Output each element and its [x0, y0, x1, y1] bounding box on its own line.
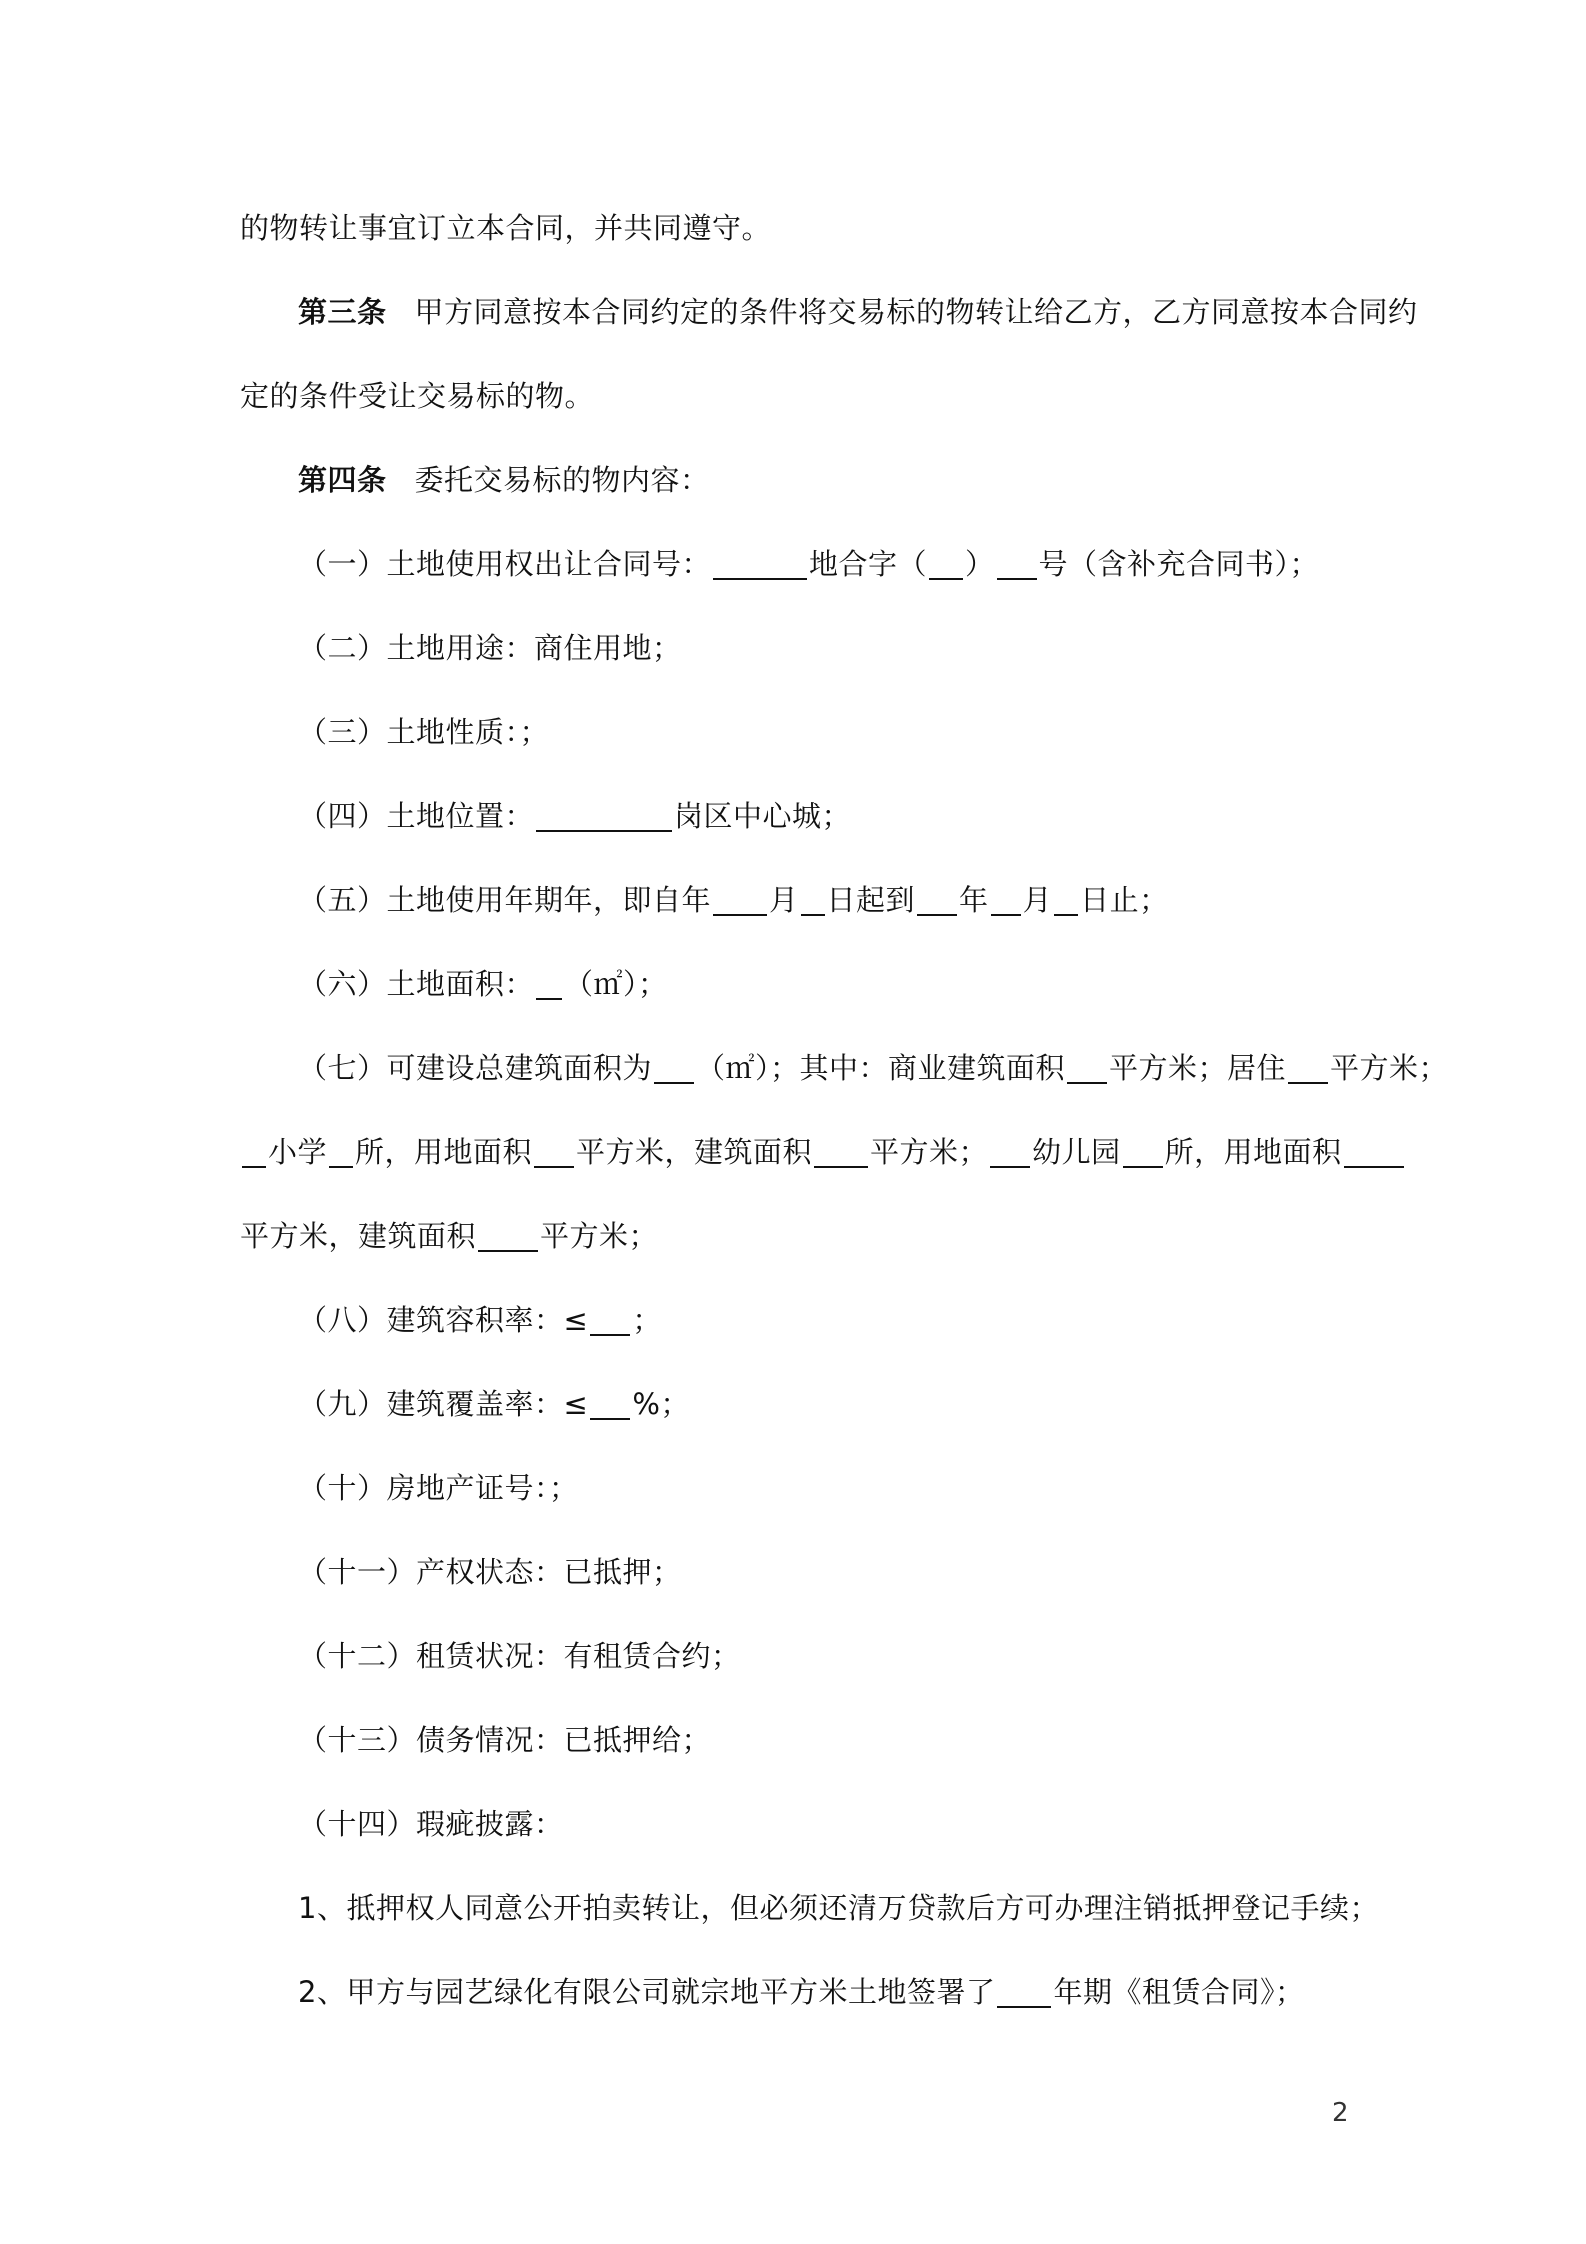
sub-item-2-text: 年期《租赁合同》；	[1053, 1975, 1305, 2009]
item-7-text: 平方米，建筑面积	[576, 1135, 813, 1169]
item-8-text: ；	[632, 1303, 662, 1337]
item-6	[298, 964, 668, 1004]
item-1-text: ）	[965, 547, 995, 581]
article-3-continued	[240, 376, 594, 416]
item-14-text: （十四）瑕疵披露：	[298, 1807, 564, 1841]
item-7-continued-2	[240, 1216, 658, 1256]
item-1-label: （一）土地使用权出让合同号：	[298, 547, 712, 581]
item-7-text: 所，用地面积	[1164, 1135, 1342, 1169]
page-number: 2	[1332, 2098, 1349, 2128]
article-3-title: 第三条	[298, 295, 387, 329]
blank-field	[1067, 1052, 1107, 1084]
item-5-text: 日起到	[826, 883, 916, 917]
blank-field	[997, 548, 1037, 580]
item-13	[298, 1720, 711, 1760]
item-1-text: 地合字（	[809, 547, 928, 581]
item-12-text: （十二）租赁状况：有租赁合约；	[298, 1639, 741, 1673]
item-2	[298, 628, 682, 668]
item-9-text: %；	[632, 1387, 690, 1421]
item-2-text: （二）土地用途：商住用地；	[298, 631, 682, 665]
item-7-text: 平方米；	[1330, 1051, 1449, 1085]
sub-item-1-text: 1、抵押权人同意公开拍卖转让，但必须还清万贷款后方可办理注销抵押登记手续；	[298, 1891, 1379, 1925]
item-7-text: 所，用地面积	[355, 1135, 533, 1169]
item-7-text: 平方米；	[870, 1135, 989, 1169]
blank-field	[917, 884, 957, 916]
paragraph-text: 的物转让事宜订立本合同，并共同遵守。	[240, 211, 772, 245]
blank-field	[242, 1136, 266, 1168]
blank-field	[654, 1052, 694, 1084]
item-6-text: （㎡）；	[564, 967, 668, 1001]
blank-field	[1344, 1136, 1404, 1168]
blank-field	[713, 884, 767, 916]
item-8-label: （八）建筑容积率：≤	[298, 1303, 589, 1337]
item-1	[298, 544, 1319, 584]
blank-field	[929, 548, 963, 580]
article-4-title: 第四条	[298, 463, 387, 497]
sub-item-1	[298, 1888, 1379, 1928]
blank-field	[590, 1304, 630, 1336]
item-7-continued	[240, 1132, 1406, 1172]
item-6-label: （六）土地面积：	[298, 967, 535, 1001]
blank-field	[814, 1136, 868, 1168]
item-1-text: 号（含补充合同书）；	[1038, 547, 1320, 581]
item-5-text: 月	[769, 883, 799, 917]
item-9	[298, 1384, 690, 1424]
item-5-text: 月	[1022, 883, 1053, 917]
article-3-text: 甲方同意按本合同约定的条件将交易标的物转让给乙方，乙方同意按本合同约	[414, 295, 1418, 329]
item-10-text: （十）房地产证号：；	[298, 1471, 579, 1505]
blank-field	[991, 884, 1021, 916]
blank-field	[801, 884, 825, 916]
blank-field	[713, 548, 807, 580]
item-7-label: （七）可建设总建筑面积为	[298, 1051, 653, 1085]
blank-field	[997, 1976, 1051, 2008]
paragraph-intro-end	[240, 208, 771, 248]
item-7-text: 小学	[268, 1135, 328, 1169]
blank-field	[534, 1136, 574, 1168]
item-12	[298, 1636, 741, 1676]
item-3	[298, 712, 549, 752]
item-4-text: 岗区中心城；	[674, 799, 852, 833]
blank-field	[478, 1220, 538, 1252]
blank-field	[536, 800, 672, 832]
item-5-text: 日止；	[1080, 883, 1169, 917]
item-7-text: 幼儿园	[1032, 1135, 1121, 1169]
article-3	[298, 292, 1418, 332]
item-10	[298, 1468, 579, 1508]
item-5-label: （五）土地使用年期年，即自年	[298, 883, 712, 917]
item-4	[298, 796, 851, 836]
item-11-text: （十一）产权状态：已抵押；	[298, 1555, 682, 1589]
item-11	[298, 1552, 682, 1592]
item-7-text: 平方米；	[540, 1219, 659, 1253]
sub-item-2-text: 2、甲方与园艺绿化有限公司就宗地平方米土地签署了	[298, 1975, 996, 2009]
item-7-text: 平方米；居住	[1109, 1051, 1287, 1085]
item-5-text: 年	[959, 883, 989, 917]
item-7	[298, 1048, 1448, 1088]
blank-field	[1288, 1052, 1328, 1084]
item-3-text: （三）土地性质：；	[298, 715, 550, 749]
item-14	[298, 1804, 564, 1844]
item-5	[298, 880, 1169, 920]
item-9-label: （九）建筑覆盖率：≤	[298, 1387, 589, 1421]
item-13-text: （十三）债务情况：已抵押给；	[298, 1723, 712, 1757]
blank-field	[536, 968, 562, 1000]
item-8	[298, 1300, 662, 1340]
item-4-label: （四）土地位置：	[298, 799, 535, 833]
article-4-text: 委托交易标的物内容：	[414, 463, 710, 497]
item-7-text: 平方米，建筑面积	[240, 1219, 477, 1253]
article-3-text-cont: 定的条件受让交易标的物。	[240, 379, 595, 413]
sub-item-2	[298, 1972, 1304, 2012]
blank-field	[590, 1388, 630, 1420]
article-4	[298, 460, 710, 500]
item-7-text: （㎡）；其中：商业建筑面积	[696, 1051, 1066, 1085]
blank-field	[990, 1136, 1030, 1168]
blank-field	[1123, 1136, 1163, 1168]
blank-field	[1054, 884, 1078, 916]
blank-field	[329, 1136, 353, 1168]
